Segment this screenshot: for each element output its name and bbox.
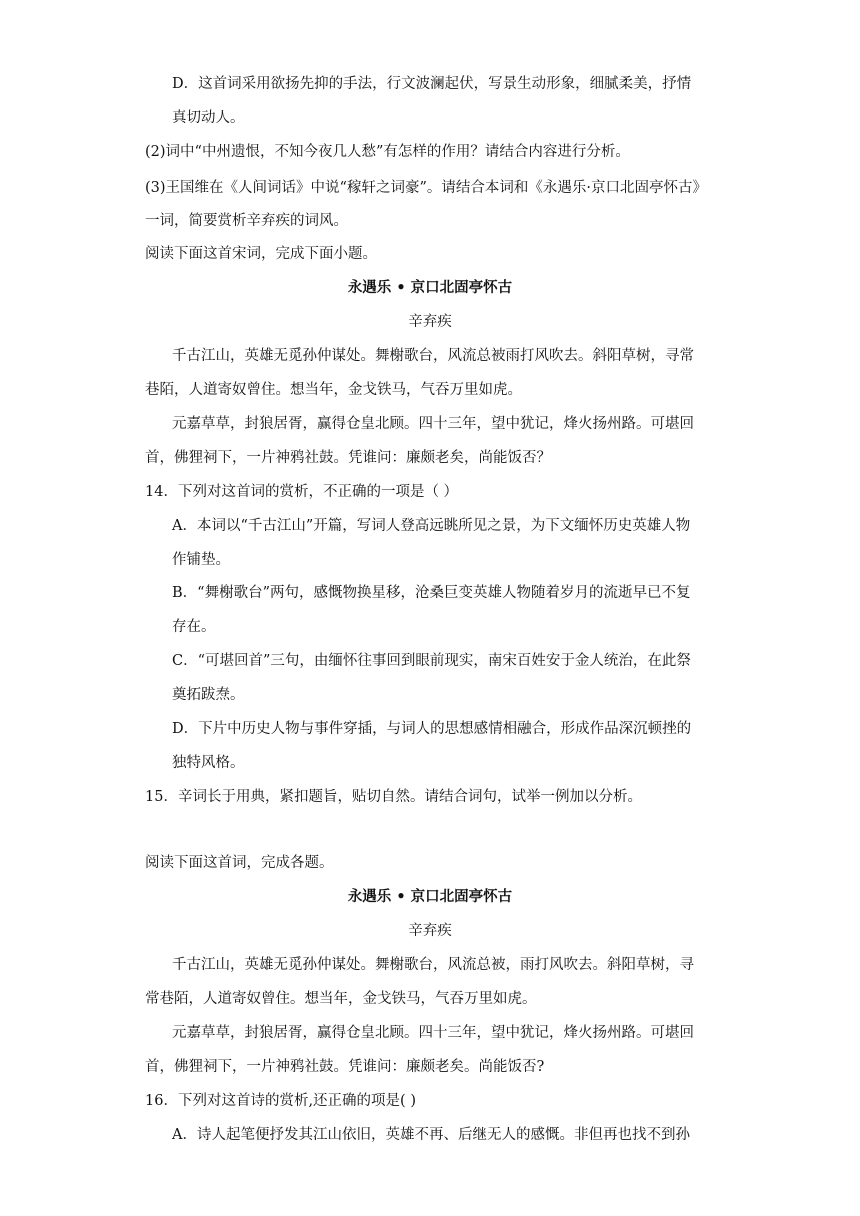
- q14-option-d-line1: D．下片中历史人物与事件穿插，与词人的思想感情相融合，形成作品深沉顿挫的: [172, 721, 692, 737]
- q13-subquestion-3-line1: (3)王国维在《人间词话》中说“稼轩之词豪”。请结合本词和《永遇乐·京口北固亭怀古》: [145, 180, 707, 196]
- section1-poem-stanza1-line1: 千古江山，英雄无觅孙仲谋处。舞榭歌台，风流总被雨打风吹去。斜阳草树，寻常: [172, 348, 694, 364]
- q14-option-a-line1: A．本词以“千古江山”开篇，写词人登高远眺所见之景，为下文缅怀历史英雄人物: [172, 518, 691, 534]
- section2-poem-stanza1-line1: 千古江山，英雄无觅孙仲谋处。舞榭歌台，风流总被，雨打风吹去。斜阳草树，寻: [172, 957, 694, 973]
- section2-poem-title: 永遇乐 • 京口北固亭怀古: [347, 888, 513, 905]
- section2-intro: 阅读下面这首词，完成各题。: [145, 855, 334, 871]
- section1-poem-stanza2-line2: 首，佛狸祠下，一片神鸦社鼓。凭谁问：廉颇老矣，尚能饭否？: [145, 450, 551, 466]
- section1-poem-title: 永遇乐 • 京口北固亭怀古: [347, 279, 513, 296]
- q15-stem: 15．辛词长于用典，紧扣题旨，贴切自然。请结合词句，试举一例加以分析。: [145, 789, 642, 805]
- section2-poem-stanza2-line2: 首，佛狸祠下，一片神鸦社鼓。凭谁问：廉颇老矣。尚能饭否?: [145, 1059, 545, 1075]
- section1-poem-author: 辛弃疾: [408, 314, 452, 330]
- q14-option-b-line1: B．“舞榭歌台”两句，感慨物换星移，沧桑巨变英雄人物随着岁月的流逝早已不复: [172, 585, 691, 601]
- section1-intro: 阅读下面这首宋词，完成下面小题。: [145, 246, 377, 262]
- q14-option-c-line2: 奠拓跋焘。: [172, 687, 245, 703]
- q13-option-d-line2: 真切动人。: [172, 110, 245, 126]
- section1-poem-stanza1-line2: 巷陌，人道寄奴曾住。想当年，金戈铁马，气吞万里如虎。: [145, 382, 522, 398]
- section1-poem-stanza2-line1: 元嘉草草，封狼居胥，赢得仓皇北顾。四十三年，望中犹记，烽火扬州路。可堪回: [172, 416, 694, 432]
- section2-poem-stanza1-line2: 常巷陌，人道寄奴曾住。想当年，金戈铁马，气吞万里如虎。: [145, 991, 537, 1007]
- q16-stem: 16．下列对这首诗的赏析,还正确的项是( ): [145, 1093, 416, 1109]
- q13-subquestion-2: (2)词中“中州遗恨，不知今夜几人愁”有怎样的作用？请结合内容进行分析。: [145, 144, 630, 160]
- section2-poem-stanza2-line1: 元嘉草草，封狼居胥，赢得仓皇北顾。四十三年，望中犹记，烽火扬州路。可堪回: [172, 1025, 694, 1041]
- q16-option-a-line1: A．诗人起笔便抒发其江山依旧，英雄不再、后继无人的感慨。非但再也找不到孙: [172, 1127, 690, 1143]
- q14-option-b-line2: 存在。: [172, 619, 216, 635]
- q14-option-d-line2: 独特风格。: [172, 755, 245, 771]
- q13-option-d-line1: D．这首词采用欲扬先抑的手法，行文波澜起伏，写景生动形象，细腻柔美，抒情: [172, 76, 692, 92]
- q14-option-c-line1: C．“可堪回首”三句，由缅怀往事回到眼前现实，南宋百姓安于金人统治，在此祭: [172, 653, 691, 669]
- q14-option-a-line2: 作铺垫。: [172, 552, 230, 568]
- q13-subquestion-3-line2: 一词，简要赏析辛弃疾的词风。: [145, 213, 348, 229]
- section2-poem-author: 辛弃疾: [408, 923, 452, 939]
- q14-stem: 14．下列对这首词的赏析，不正确的一项是（ ）: [145, 484, 459, 500]
